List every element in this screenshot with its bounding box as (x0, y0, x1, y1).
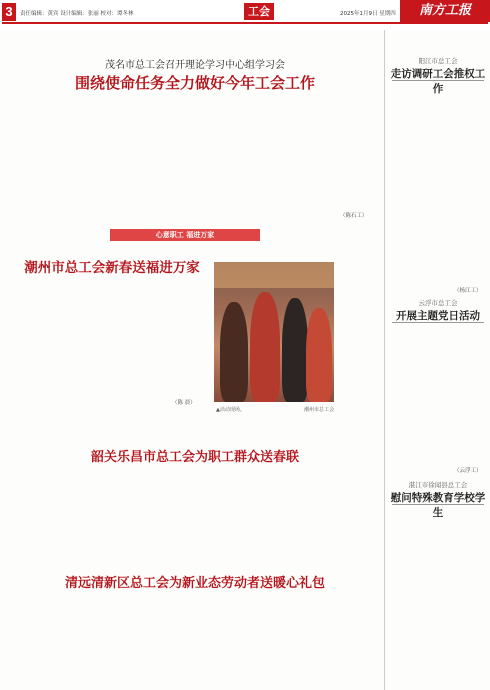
article2-headline: 潮州市总工会新春送福进万家 (24, 260, 200, 276)
sidebar3-kicker: 湛江市徐闻县总工会 (408, 481, 468, 489)
article2-credit: （陈 晨） (172, 400, 196, 406)
article3-headline: 韶关乐昌市总工会为职工群众送春联 (90, 450, 299, 465)
article3-body-col1 (14, 468, 130, 556)
lead-kicker: 茂名市总工会召开理论学习中心组学习会 (105, 60, 285, 71)
lead-body-col2 (132, 100, 242, 224)
sidebar3-body (392, 508, 486, 686)
article3-body-col3 (258, 468, 376, 556)
publication-date: 2025年1月9日 星期四 (340, 11, 396, 17)
sidebar2-rule (392, 322, 484, 323)
sidebar1-rule (392, 80, 484, 81)
lead-body-col1 (14, 100, 124, 224)
sidebar2-body (392, 326, 486, 466)
column-divider (384, 30, 385, 690)
sidebar1-credit: （杨江工） (454, 288, 482, 294)
lead-headline: 围绕使命任务全力做好今年工会工作 (74, 74, 315, 92)
sidebar2-credit: （云浮工） (454, 468, 482, 474)
newspaper-logo: 南方工报 (400, 0, 490, 22)
article4-headline: 清远清新区总工会为新业态劳动者送暖心礼包 (64, 576, 325, 591)
sidebar3-rule (392, 504, 484, 505)
event-photo (214, 262, 334, 402)
article3-body-col2 (136, 468, 252, 556)
article4-body-col1 (14, 594, 130, 688)
sidebar1-body (392, 84, 486, 284)
section-tag: 工会 (244, 3, 274, 20)
article4-body-col3 (258, 594, 376, 688)
sidebar2-kicker: 云浮市总工会 (418, 299, 458, 307)
page-number: 3 (2, 3, 16, 21)
article4-body-col2 (136, 594, 252, 688)
lead-credit: （陈石工） (340, 213, 368, 219)
editor-credits: 责任编辑：黄宾 设计编辑：张丽 校对：谭冬林 (20, 11, 134, 17)
sidebar3-headline: 慰问特殊教育学校学生 (390, 492, 486, 519)
sidebar1-headline: 走访调研工会推权工作 (390, 68, 486, 95)
sidebar1-kicker: 阳江市总工会 (418, 57, 458, 65)
article2-body (14, 280, 210, 406)
sidebar2-headline: 开展主题党日活动 (396, 310, 480, 322)
lead-body-col3 (250, 100, 374, 210)
photo-credit: 潮州市总工会 (304, 407, 335, 413)
photo-caption: ▲活动现场。 (216, 407, 245, 413)
header-rule (2, 22, 488, 24)
feature-banner: 心意职工 福进万家 (110, 229, 260, 241)
page-header (0, 0, 490, 30)
